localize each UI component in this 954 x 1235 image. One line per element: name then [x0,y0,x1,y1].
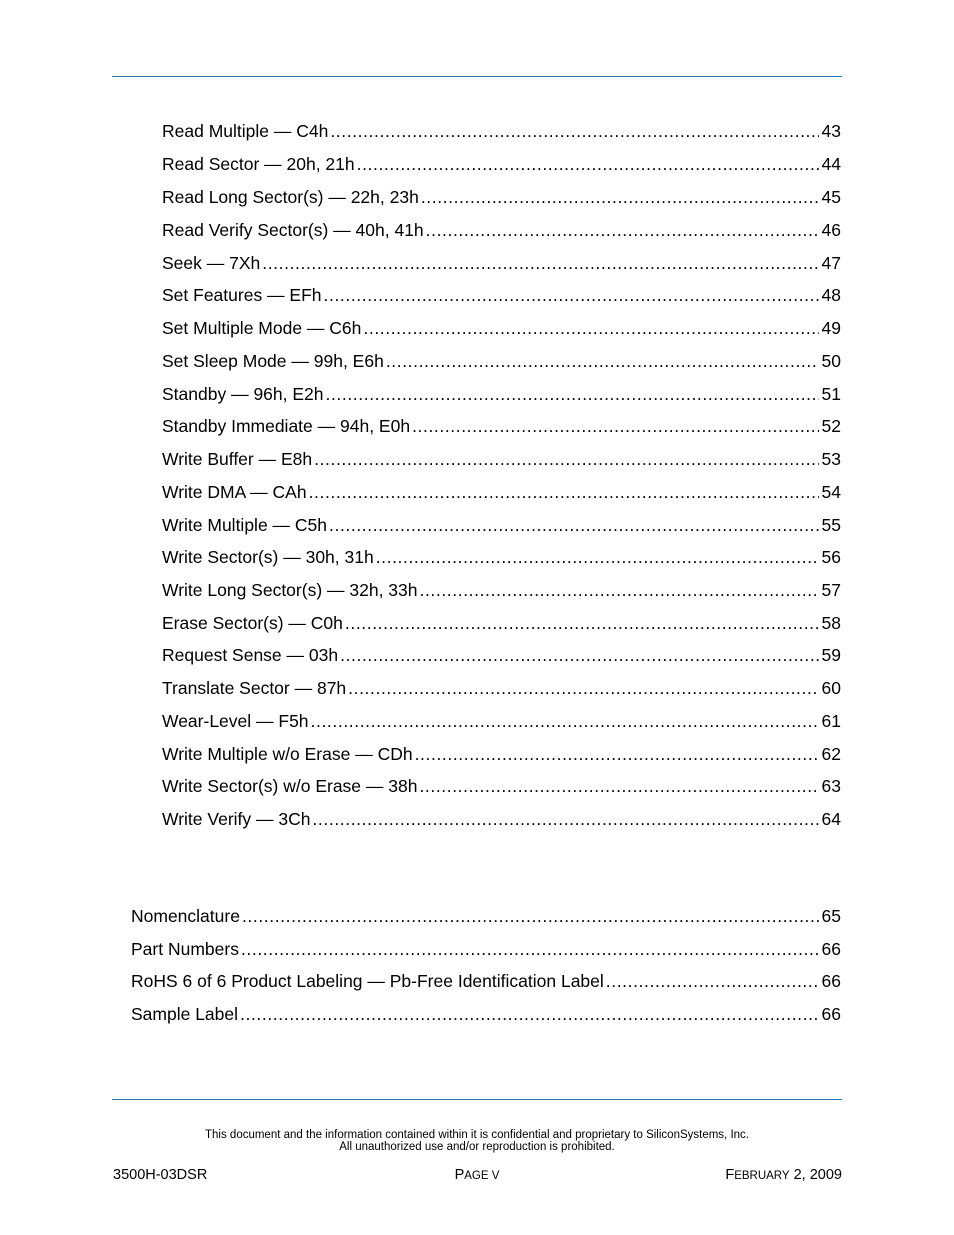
dot-leader [426,219,819,241]
toc-entry-title: Read Long Sector(s) — 22h, 23h [162,187,419,207]
toc-entry-page: 53 [821,449,841,469]
toc-entry-page: 52 [821,416,841,436]
toc-entry-title: Write Sector(s) — 30h, 31h [162,547,374,567]
page-number-cap: P [454,1167,465,1183]
toc-entry-title: Seek — 7Xh [162,253,261,273]
toc-entry-title: Part Numbers [131,939,239,959]
toc-entry[interactable] [162,120,841,142]
toc-entry-title: Wear-Level — F5h [162,711,309,731]
toc-entry-page: 44 [821,154,841,174]
date-month-rest: EBRUARY [734,1170,790,1182]
dot-leader [311,710,819,732]
toc-entry[interactable] [162,775,841,797]
toc-entry-page: 49 [821,318,841,338]
confidentiality-notice-line-1: This document and the information contained within it is confidential and proprietary to SiliconSystems, Inc. [205,1129,749,1141]
toc-entry-page: 66 [821,971,841,991]
toc-entry-title: Write Long Sector(s) — 32h, 33h [162,580,418,600]
header-rule [112,76,842,77]
toc-entry-title: Standby Immediate — 94h, E0h [162,416,411,436]
toc-entry-title: Sample Label [131,1004,239,1024]
toc-entry-page: 65 [821,906,841,926]
toc-entry-title: Write Multiple w/o Erase — CDh [162,744,413,764]
toc-entry-page: 48 [821,285,841,305]
dot-leader [329,514,819,536]
footer-rule [112,1099,842,1100]
toc-entry[interactable] [162,415,841,437]
toc-section-entry[interactable] [131,905,841,927]
date-cap: F [725,1167,735,1183]
toc-entry[interactable] [162,743,841,765]
date-tail: 2, 2009 [789,1167,842,1183]
dot-leader [242,905,819,927]
toc-entry-title: Write Multiple — C5h [162,515,328,535]
toc-entry-page: 57 [821,580,841,600]
toc-entry-page: 66 [821,1004,841,1024]
document-date [725,1167,842,1185]
toc-entry[interactable] [162,383,841,405]
toc-entry-page: 43 [821,121,841,141]
toc-entry[interactable] [162,612,841,634]
confidentiality-notice-line-2: All unauthorized use and/or reproduction is prohibited. [339,1141,615,1153]
dot-leader [386,350,819,372]
dot-leader [345,612,819,634]
toc-entry[interactable] [162,284,841,306]
toc-entry-title: Set Features — EFh [162,285,322,305]
toc-entry[interactable] [162,677,841,699]
toc-section-entry[interactable] [131,1003,841,1025]
toc-entry[interactable] [162,448,841,470]
toc-entry-title: Set Sleep Mode — 99h, E6h [162,351,384,371]
dot-leader [348,677,818,699]
toc-entry-title: Read Verify Sector(s) — 40h, 41h [162,220,424,240]
toc-entry-page: 47 [821,253,841,273]
toc-entry-title: Write Buffer — E8h [162,449,313,469]
toc-entry-title: Erase Sector(s) — C0h [162,613,343,633]
page-number-rest: AGE V [464,1170,500,1182]
dot-leader [309,481,819,503]
toc-entry[interactable] [162,514,841,536]
toc-section-entry[interactable] [131,970,841,992]
document-id: 3500H-03DSR [113,1167,208,1183]
dot-leader [357,153,819,175]
toc-entry[interactable] [162,546,841,568]
dot-leader [419,775,818,797]
dot-leader [606,970,819,992]
toc-entry-title: Read Multiple — C4h [162,121,329,141]
toc-entry[interactable] [162,252,841,274]
toc-entry-title: Write Verify — 3Ch [162,809,311,829]
toc-entry-page: 66 [821,939,841,959]
toc-entry[interactable] [162,710,841,732]
toc-entry-title: Write Sector(s) w/o Erase — 38h [162,776,418,796]
toc-entry[interactable] [162,481,841,503]
toc-section-entry[interactable] [131,938,841,960]
toc-entry[interactable] [162,317,841,339]
toc-entry-page: 46 [821,220,841,240]
toc-entry[interactable] [162,579,841,601]
dot-leader [415,743,819,765]
toc-entry[interactable] [162,808,841,830]
dot-leader [312,808,818,830]
toc-entry-page: 62 [821,744,841,764]
toc-entry[interactable] [162,644,841,666]
dot-leader [262,252,818,274]
dot-leader [241,938,819,960]
dot-leader [421,186,819,208]
toc-entry-page: 63 [821,776,841,796]
toc-entry-title: Standby — 96h, E2h [162,384,324,404]
dot-leader [330,120,818,142]
toc-entry-title: Set Multiple Mode — C6h [162,318,362,338]
toc-entry-page: 56 [821,547,841,567]
toc-entry-page: 64 [821,809,841,829]
toc-entry[interactable] [162,350,841,372]
toc-entry-page: 60 [821,678,841,698]
toc-entry[interactable] [162,186,841,208]
toc-entry-page: 61 [821,711,841,731]
toc-entry-page: 45 [821,187,841,207]
toc-entry-page: 51 [821,384,841,404]
toc-entry-title: Write DMA — CAh [162,482,307,502]
toc-entry-title: Read Sector — 20h, 21h [162,154,355,174]
toc-entry-title: Request Sense — 03h [162,645,339,665]
toc-entry-title: RoHS 6 of 6 Product Labeling — Pb-Free Identification Label [131,971,604,991]
toc-entry[interactable] [162,153,841,175]
dot-leader [412,415,818,437]
dot-leader [420,579,819,601]
dot-leader [314,448,818,470]
dot-leader [326,383,819,405]
dot-leader [376,546,819,568]
dot-leader [240,1003,819,1025]
toc-entry-title: Translate Sector — 87h [162,678,347,698]
toc-entry-title: Nomenclature [131,906,240,926]
dot-leader [324,284,819,306]
dot-leader [340,644,818,666]
toc-entry-page: 50 [821,351,841,371]
toc-entry-page: 59 [821,645,841,665]
dot-leader [363,317,818,339]
toc-entry-page: 54 [821,482,841,502]
toc-entry[interactable] [162,219,841,241]
toc-entry-page: 58 [821,613,841,633]
toc-entry-page: 55 [821,515,841,535]
